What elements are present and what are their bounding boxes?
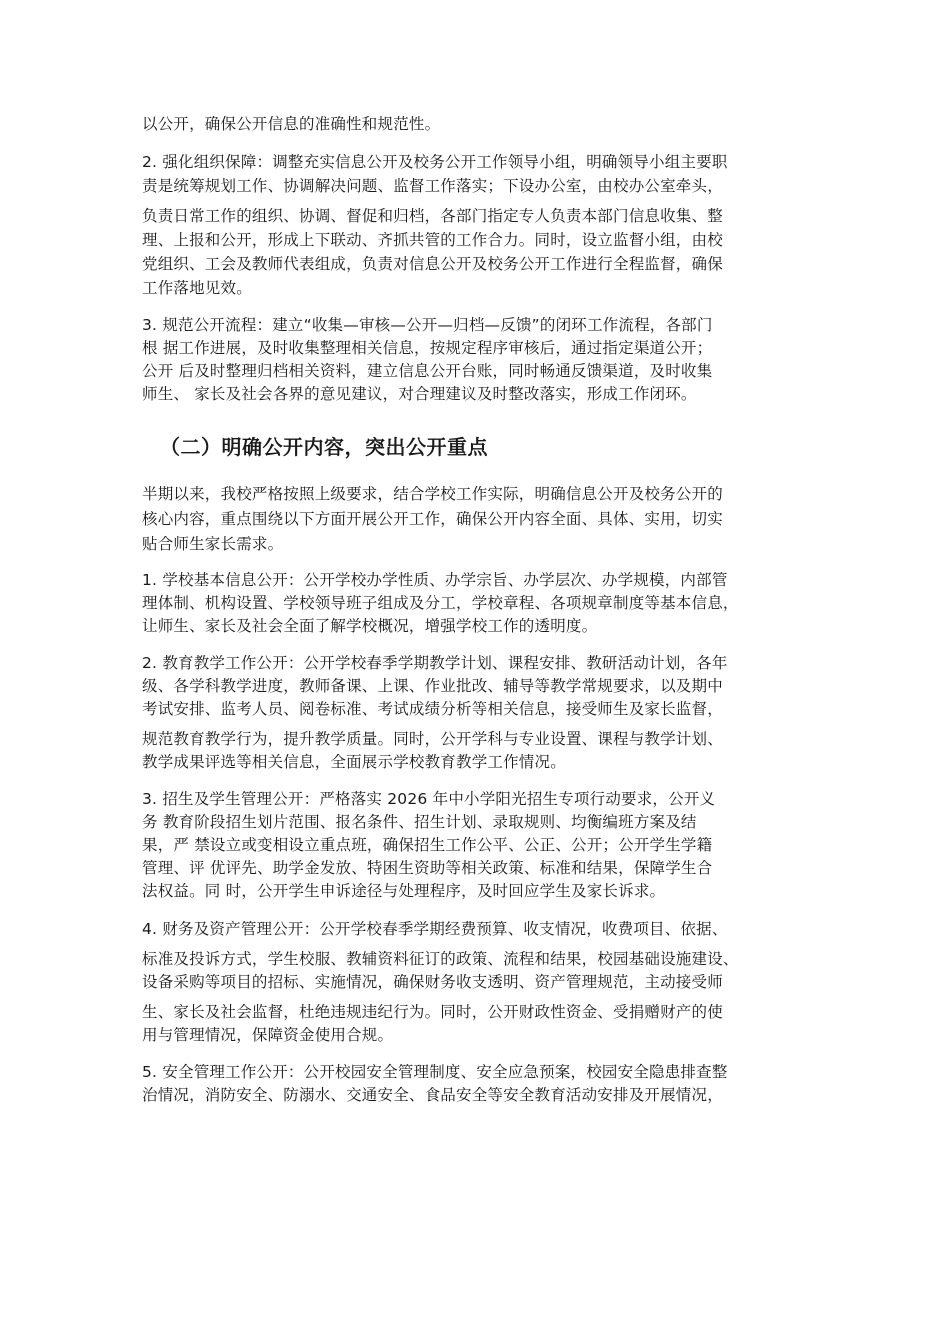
text-line: 法权益。同 时，公开学生申诉途径与处理程序，及时回应学生及家长诉求。 [142,882,666,900]
text-line: 核心内容，重点围绕以下方面开展公开工作，确保公开内容全面、具体、实用，切实 [142,510,723,528]
text-line: 4. 财务及资产管理公开：公开学校春季学期经费预算、收支情况，收费项目、依据、 [142,920,728,938]
text-line: 管理、评 优评先、助学金发放、特困生资助等相关政策、标准和结果，保障学生合 [142,859,713,877]
text-line: 教学成果评选等相关信息，全面展示学校教育教学工作情况。 [142,753,566,771]
text-line: 让师生、家长及社会全面了解学校概况，增强学校工作的透明度。 [142,617,598,635]
text-line: 治情况，消防安全、防溺水、交通安全、食品安全等安全教育活动安排及开展情况， [142,1086,723,1104]
text-line: 3. 规范公开流程：建立“收集—审核—公开—归档—反馈”的闭环工作流程，各部门 [142,316,713,334]
text-line: 半期以来，我校严格按照上级要求，结合学校工作实际，明确信息公开及校务公开的 [142,485,723,503]
section-heading: （二）明确公开内容，突出公开重点 [160,435,488,459]
text-line: 生、家长及社会监督，杜绝违规违纪行为。同时，公开财政性资金、受捐赠财产的使 [142,1003,723,1021]
text-line: 标准及投诉方式，学生校服、教辅资料征订的政策、流程和结果，校园基础设施建设、 [142,950,739,968]
text-line: 设备采购等项目的招标、实施情况，确保财务收支透明、资产管理规范，主动接受师 [142,973,723,991]
text-line: 负责日常工作的组织、协调、督促和归档，各部门指定专人负责本部门信息收集、整 [142,207,723,225]
text-line: 师生、 家长及社会各界的意见建议，对合理建议及时整改落实，形成工作闭环。 [142,385,697,403]
text-line: 务 教育阶段招生划片范围、报名条件、招生计划、录取规则、均衡编班方案及结 [142,813,697,831]
text-line: 果，严 禁设立或变相设立重点班，确保招生工作公平、公正、公开；公开学生学籍 [142,836,713,854]
text-line: 公开 后及时整理归档相关资料，建立信息公开台账，同时畅通反馈渠道，及时收集 [142,362,713,380]
text-line: 党组织、工会及教师代表组成，负责对信息公开及校务公开工作进行全程监督，确保 [142,255,723,273]
text-line: 3. 招生及学生管理公开：严格落实 2026 年中小学阳光招生专项行动要求，公开义 [142,790,716,808]
text-line: 规范教育教学行为，提升教学质量。同时，公开学科与专业设置、课程与教学计划、 [142,730,723,748]
text-line: 以公开，确保公开信息的准确性和规范性。 [142,115,441,133]
text-line: 考试安排、监考人员、阅卷标准、考试成绩分析等相关信息，接受师生及家长监督， [142,700,723,718]
text-line: 5. 安全管理工作公开：公开校园安全管理制度、安全应急预案，校园安全隐患排查整 [142,1063,728,1081]
text-line: 根 据工作进展，及时收集整理相关信息，按规定程序审核后，通过指定渠道公开； [142,339,713,357]
text-line: 贴合师生家长需求。 [142,535,284,553]
text-line: 2. 教育教学工作公开：公开学校春季学期教学计划、课程安排、教研活动计划，各年 [142,654,728,672]
text-line: 责是统筹规划工作、协调解决问题、监督工作落实；下设办公室，由校办公室牵头， [142,177,723,195]
text-line: 级、各学科教学进度，教师备课、上课、作业批改、辅导等教学常规要求，以及期中 [142,677,723,695]
text-line: 工作落地见效。 [142,279,252,297]
text-line: 理体制、机构设置、学校领导班子组成及分工，学校章程、各项规章制度等基本信息， [142,594,739,612]
text-line: 理、上报和公开，形成上下联动、齐抓共管的工作合力。同时，设立监督小组，由校 [142,231,723,249]
text-line: 1. 学校基本信息公开：公开学校办学性质、办学宗旨、办学层次、办学规模，内部管 [142,571,728,589]
text-line: 用与管理情况，保障资金使用合规。 [142,1026,394,1044]
text-line: 2. 强化组织保障：调整充实信息公开及校务公开工作领导小组，明确领导小组主要职 [142,153,728,171]
